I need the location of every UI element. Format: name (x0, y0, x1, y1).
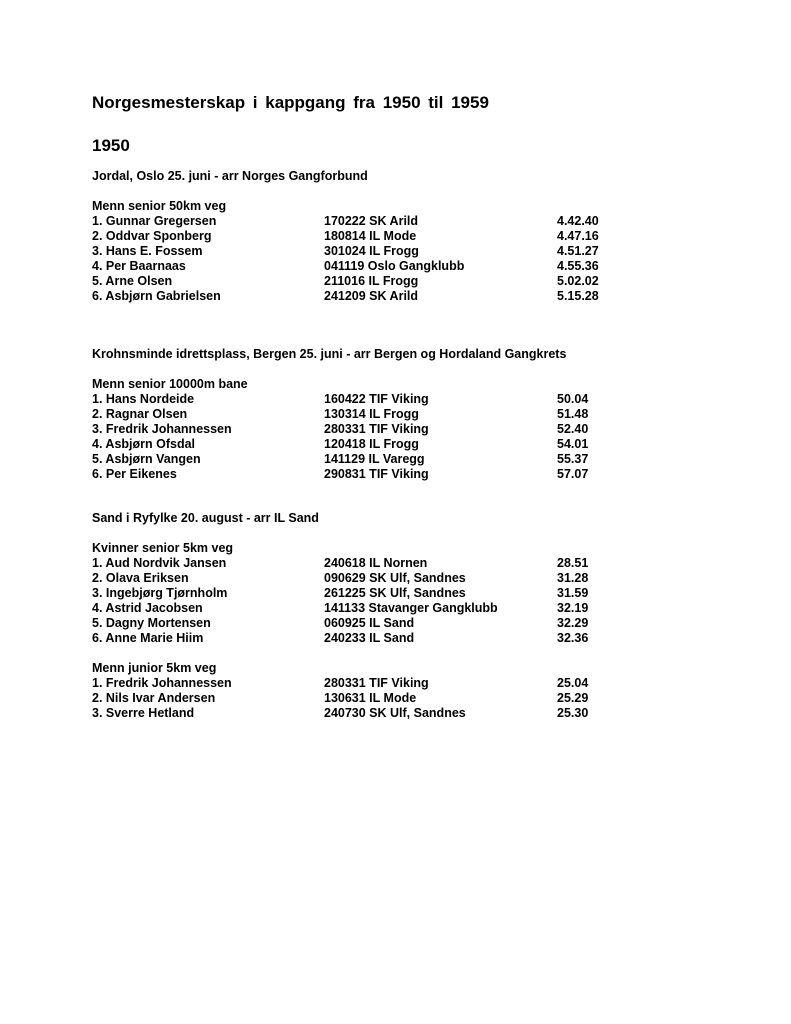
result-time: 54.01 (557, 437, 589, 451)
club: 290831 TIF Viking (324, 467, 429, 481)
club: 301024 IL Frogg (324, 244, 419, 258)
class-heading: Menn senior 10000m bane (92, 377, 248, 391)
result-row (92, 706, 772, 721)
result-time: 32.19 (557, 601, 589, 615)
result-time: 31.59 (557, 586, 589, 600)
club: 090629 SK Ulf, Sandnes (324, 571, 466, 585)
result-row (92, 452, 772, 467)
athlete-name: 4. Per Baarnaas (92, 259, 186, 273)
result-time: 5.15.28 (557, 289, 599, 303)
athlete-name: 2. Olava Eriksen (92, 571, 189, 585)
club: 060925 IL Sand (324, 616, 415, 630)
results-list (92, 214, 772, 304)
result-time: 4.51.27 (557, 244, 599, 258)
result-row (92, 467, 772, 482)
athlete-name: 5. Dagny Mortensen (92, 616, 211, 630)
result-row (92, 601, 772, 616)
athlete-name: 4. Asbjørn Ofsdal (92, 437, 196, 451)
club: 261225 SK Ulf, Sandnes (324, 586, 466, 600)
venue-line: Sand i Ryfylke 20. august - arr IL Sand (92, 511, 319, 525)
result-row (92, 631, 772, 646)
result-time: 52.40 (557, 422, 589, 436)
event-block (92, 169, 772, 304)
athlete-name: 5. Asbjørn Vangen (92, 452, 201, 466)
result-time: 5.02.02 (557, 274, 599, 288)
result-time: 32.29 (557, 616, 589, 630)
athlete-name: 1. Gunnar Gregersen (92, 214, 217, 228)
result-time: 32.36 (557, 631, 589, 645)
results-list (92, 556, 772, 646)
result-time: 4.42.40 (557, 214, 599, 228)
result-row (92, 586, 772, 601)
venue-line: Jordal, Oslo 25. juni - arr Norges Gangforbund (92, 169, 368, 183)
athlete-name: 1. Fredrik Johannessen (92, 676, 232, 690)
event-block (92, 347, 772, 482)
club: 141129 IL Varegg (324, 452, 425, 466)
club: 130314 IL Frogg (324, 407, 419, 421)
result-row (92, 571, 772, 586)
result-row (92, 244, 772, 259)
result-time: 55.37 (557, 452, 589, 466)
athlete-name: 2. Ragnar Olsen (92, 407, 188, 421)
result-row (92, 392, 772, 407)
class-heading: Kvinner senior 5km veg (92, 541, 234, 555)
result-row (92, 229, 772, 244)
club: 241209 SK Arild (324, 289, 419, 303)
result-time: 4.47.16 (557, 229, 599, 243)
result-time: 50.04 (557, 392, 589, 406)
result-row (92, 616, 772, 631)
club: 280331 TIF Viking (324, 676, 429, 690)
club: 041119 Oslo Gangklubb (324, 259, 465, 273)
result-time: 28.51 (557, 556, 589, 570)
result-row (92, 691, 772, 706)
athlete-name: 2. Oddvar Sponberg (92, 229, 212, 243)
result-time: 51.48 (557, 407, 589, 421)
result-time: 25.30 (557, 706, 589, 720)
results-list (92, 676, 772, 721)
club: 280331 TIF Viking (324, 422, 429, 436)
results-list (92, 392, 772, 482)
result-row (92, 422, 772, 437)
result-row (92, 289, 772, 304)
athlete-name: 6. Per Eikenes (92, 467, 177, 481)
result-time: 4.55.36 (557, 259, 599, 273)
athlete-name: 3. Hans E. Fossem (92, 244, 203, 258)
class-heading: Menn junior 5km veg (92, 661, 217, 675)
venue-line: Krohnsminde idrettsplass, Bergen 25. juni - arr Bergen og Hordaland Gangkrets (92, 347, 567, 361)
result-time: 31.28 (557, 571, 589, 585)
athlete-name: 1. Aud Nordvik Jansen (92, 556, 227, 570)
class-heading: Menn senior 50km veg (92, 199, 227, 213)
club: 170222 SK Arild (324, 214, 419, 228)
document-title: Norgesmesterskap i kappgang fra 1950 til 1959 (92, 93, 489, 112)
result-row (92, 214, 772, 229)
result-time: 57.07 (557, 467, 589, 481)
club: 120418 IL Frogg (324, 437, 419, 451)
athlete-name: 3. Fredrik Johannessen (92, 422, 232, 436)
athlete-name: 2. Nils Ivar Andersen (92, 691, 216, 705)
athlete-name: 1. Hans Nordeide (92, 392, 195, 406)
athlete-name: 3. Sverre Hetland (92, 706, 195, 720)
club: 180814 IL Mode (324, 229, 417, 243)
club: 240233 IL Sand (324, 631, 415, 645)
year-heading: 1950 (92, 136, 130, 155)
athlete-name: 4. Astrid Jacobsen (92, 601, 203, 615)
athlete-name: 6. Anne Marie Hiim (92, 631, 204, 645)
result-time: 25.29 (557, 691, 589, 705)
result-row (92, 259, 772, 274)
club: 211016 IL Frogg (324, 274, 419, 288)
club: 160422 TIF Viking (324, 392, 429, 406)
result-row (92, 676, 772, 691)
club: 130631 IL Mode (324, 691, 417, 705)
athlete-name: 6. Asbjørn Gabrielsen (92, 289, 221, 303)
club: 141133 Stavanger Gangklubb (324, 601, 498, 615)
result-row (92, 274, 772, 289)
athlete-name: 3. Ingebjørg Tjørnholm (92, 586, 228, 600)
club: 240618 IL Nornen (324, 556, 428, 570)
result-row (92, 407, 772, 422)
event-block (92, 511, 772, 721)
result-row (92, 556, 772, 571)
athlete-name: 5. Arne Olsen (92, 274, 173, 288)
club: 240730 SK Ulf, Sandnes (324, 706, 466, 720)
result-row (92, 437, 772, 452)
result-time: 25.04 (557, 676, 589, 690)
